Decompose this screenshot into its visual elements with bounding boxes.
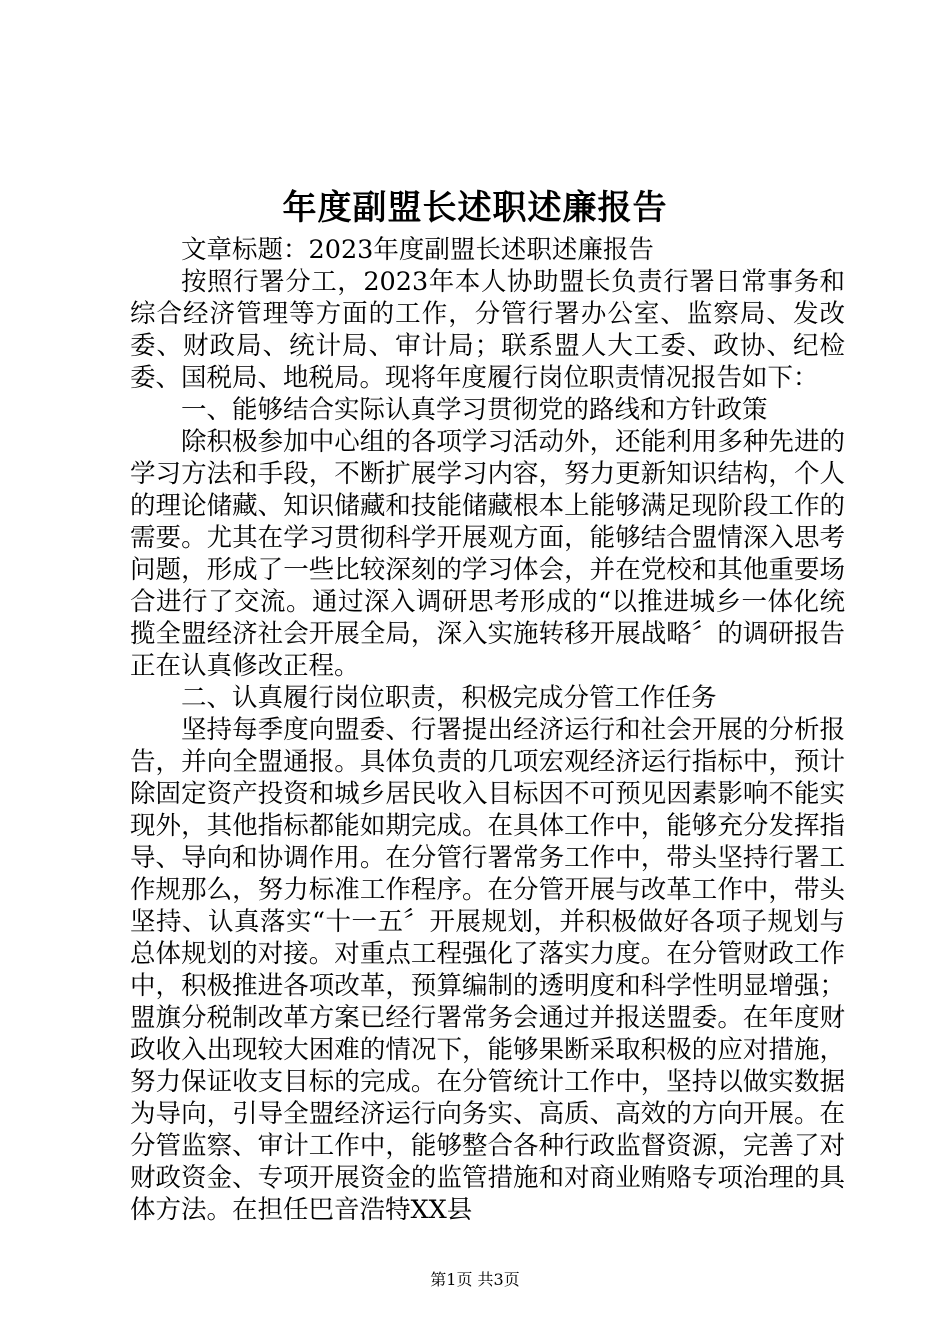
- article-title-line: 文章标题：2023年度副盟长述职述廉报告: [181, 235, 654, 265]
- intro-paragraph: 按照行署分工，2023年本人协助盟长负责行署日常事务和综合经济管理等方面的工作，分管行署办公室、监察局、发改委、财政局、统计局、审计局；联系盟人大工委、政协、纪检委、国税局、地税局。现将年度履行岗位职责情况报告如下：: [130, 267, 845, 393]
- section-1-paragraph: 除积极参加中心组的各项学习活动外，还能利用多种先进的学习方法和手段，不断扩展学习内容，努力更新知识结构，个人的理论储藏、知识储藏和技能储藏根本上能够满足现阶段工作的需要。尤其在学习贯彻科学开展观方面，能够结合盟情深入思考问题，形成了一些比较深刻的学习体会，并在党校和其他重要场合进行了交流。通过深入调研思考形成的“以推进城乡一体化统揽全盟经济社会开展全局，深入实施转移开展战略〞的调研报告正在认真修改正程。: [130, 427, 845, 681]
- section-2-paragraph: 坚持每季度向盟委、行署提出经济运行和社会开展的分析报告，并向全盟通报。具体负责的几项宏观经济运行指标中，预计除固定资产投资和城乡居民收入目标因不可预见因素影响不能实现外，其他指标都能如期完成。在具体工作中，能够充分发挥指导、导向和协调作用。在分管行署常务工作中，带头坚持行署工作规那么，努力标准工作程序。在分管开展与改革工作中，带头坚持、认真落实“十一五〞开展规划，并积极做好各项子规划与总体规划的对接。对重点工程强化了落实力度。在分管财政工作中，积极推进各项改革，预算编制的透明度和科学性明显增强；盟旗分税制改革方案已经行署常务会通过并报送盟委。在年度财政收入出现较大困难的情况下，能够果断采取积极的应对措施，努力保证收支目标的完成。在分管统计工作中，坚持以做实数据为导向，引导全盟经济运行向务实、高质、高效的方向开展。在分管监察、审计工作中，能够整合各种行政监督资源，完善了对财政资金、专项开展资金的监管措施和对商业贿赂专项治理的具体方法。在担任巴音浩特XX县: [130, 715, 845, 1225]
- section-heading-1: 一、能够结合实际认真学习贯彻党的路线和方针政策: [181, 395, 768, 425]
- document-body: [130, 234, 845, 1226]
- section-heading-2: 二、认真履行岗位职责，积极完成分管工作任务: [181, 683, 717, 713]
- document-title: 年度副盟长述职述廉报告: [282, 188, 668, 228]
- page-number: 第1页 共3页: [430, 1270, 520, 1289]
